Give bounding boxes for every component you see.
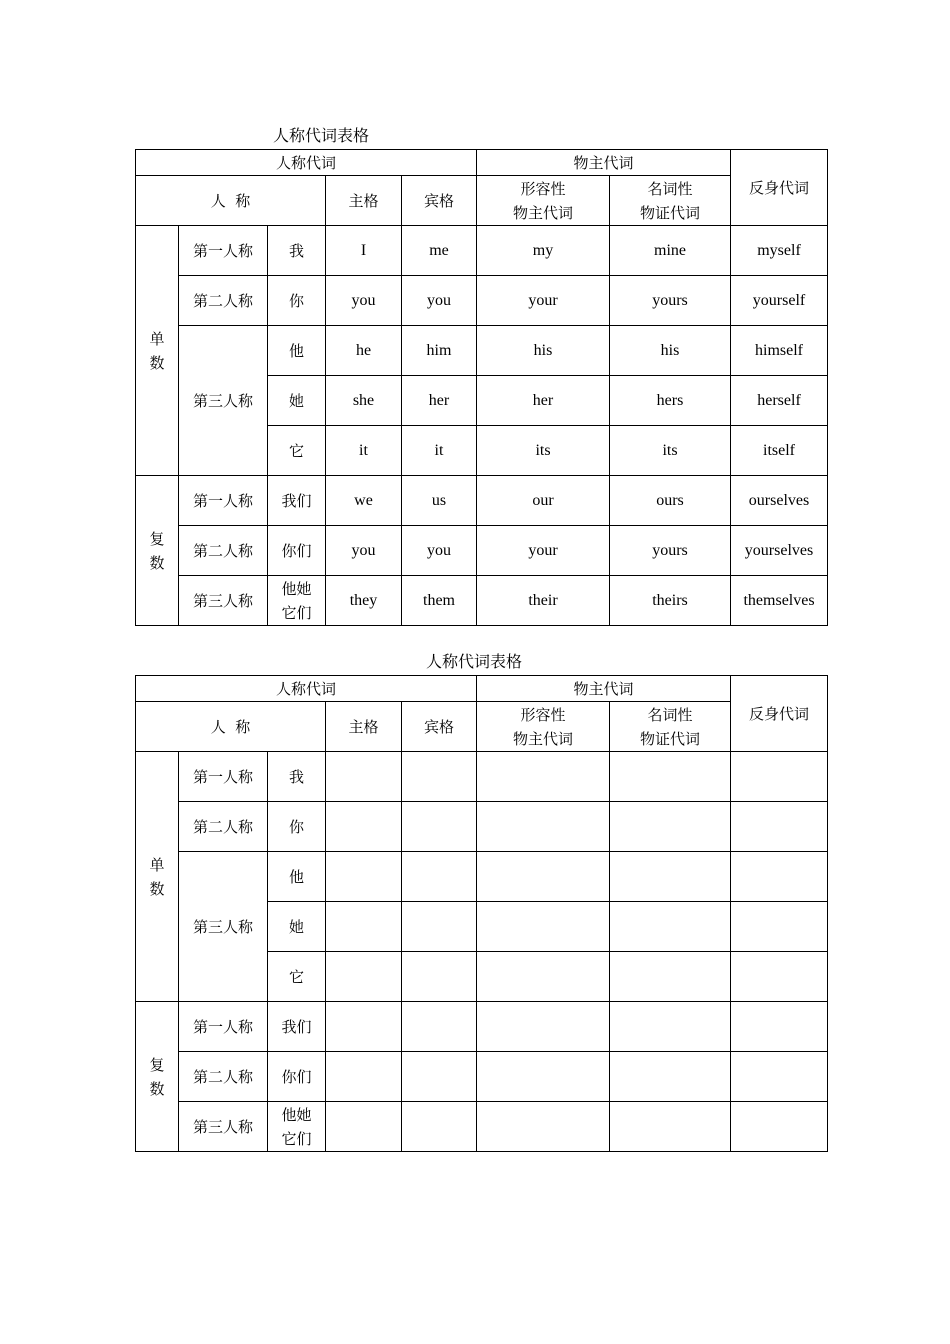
reflexive-cell — [731, 1002, 828, 1052]
person-cell: 第一人称 — [179, 226, 268, 276]
noun-possessive-cell — [610, 1052, 731, 1102]
pronoun-cell: 她 — [268, 902, 326, 952]
person-cell: 第二人称 — [179, 276, 268, 326]
adjective-possessive-cell — [477, 902, 610, 952]
pronoun-cell: 他她 它们 — [268, 1102, 326, 1152]
header-personal-pronoun: 人称代词 — [136, 676, 477, 702]
reflexive-cell — [731, 902, 828, 952]
header-possessive-pronoun: 物主代词 — [477, 150, 731, 176]
noun-possessive-cell — [610, 752, 731, 802]
object-cell — [402, 1052, 477, 1102]
table-row — [136, 276, 828, 326]
subject-cell — [326, 1002, 402, 1052]
subject-cell: you — [326, 276, 402, 326]
subject-cell — [326, 1052, 402, 1102]
reflexive-cell: myself — [731, 226, 828, 276]
reflexive-cell: ourselves — [731, 476, 828, 526]
pronoun-cell: 我们 — [268, 1002, 326, 1052]
header-reflexive: 反身代词 — [731, 676, 828, 752]
object-cell: me — [402, 226, 477, 276]
adjective-possessive-cell: their — [477, 576, 610, 626]
pronoun-cell: 他 — [268, 852, 326, 902]
noun-possessive-cell — [610, 952, 731, 1002]
table-2-title: 人称代词表格 — [426, 652, 523, 671]
table-row — [136, 476, 828, 526]
adjective-possessive-cell — [477, 1052, 610, 1102]
subject-cell — [326, 1102, 402, 1152]
header-person: 人 称 — [136, 702, 326, 752]
noun-possessive-cell — [610, 902, 731, 952]
object-cell — [402, 902, 477, 952]
pronoun-cell: 它 — [268, 426, 326, 476]
adjective-possessive-cell: her — [477, 376, 610, 426]
header-adjective-possessive: 形容性 物主代词 — [477, 702, 610, 752]
subject-cell — [326, 802, 402, 852]
subject-cell: I — [326, 226, 402, 276]
pronoun-cell: 她 — [268, 376, 326, 426]
header-subject-case: 主格 — [326, 176, 402, 226]
object-cell: him — [402, 326, 477, 376]
noun-possessive-cell: mine — [610, 226, 731, 276]
reflexive-cell: herself — [731, 376, 828, 426]
reflexive-cell — [731, 1052, 828, 1102]
subject-cell — [326, 852, 402, 902]
group-plural: 复 数 — [136, 1002, 179, 1152]
noun-possessive-cell — [610, 802, 731, 852]
object-cell — [402, 852, 477, 902]
header-adjective-possessive: 形容性 物主代词 — [477, 176, 610, 226]
person-cell: 第二人称 — [179, 1052, 268, 1102]
object-cell: you — [402, 526, 477, 576]
pronoun-cell: 你们 — [268, 1052, 326, 1102]
group-plural: 复 数 — [136, 476, 179, 626]
noun-possessive-cell — [610, 1102, 731, 1152]
reflexive-cell — [731, 952, 828, 1002]
adjective-possessive-cell: your — [477, 276, 610, 326]
pronoun-cell: 我 — [268, 752, 326, 802]
pronoun-cell: 你 — [268, 802, 326, 852]
adjective-possessive-cell — [477, 952, 610, 1002]
pronoun-cell: 我们 — [268, 476, 326, 526]
reflexive-cell: themselves — [731, 576, 828, 626]
reflexive-cell — [731, 802, 828, 852]
header-subject-case: 主格 — [326, 702, 402, 752]
adjective-possessive-cell — [477, 752, 610, 802]
subject-cell — [326, 902, 402, 952]
header-noun-possessive: 名词性 物证代词 — [610, 702, 731, 752]
object-cell — [402, 1002, 477, 1052]
object-cell — [402, 1102, 477, 1152]
header-object-case: 宾格 — [402, 702, 477, 752]
object-cell — [402, 802, 477, 852]
person-cell: 第三人称 — [179, 1102, 268, 1152]
person-cell: 第二人称 — [179, 526, 268, 576]
reflexive-cell — [731, 1102, 828, 1152]
person-cell: 第三人称 — [179, 576, 268, 626]
subject-cell — [326, 752, 402, 802]
noun-possessive-cell: ours — [610, 476, 731, 526]
subject-cell: you — [326, 526, 402, 576]
table-1-title: 人称代词表格 — [273, 126, 370, 145]
pronoun-table-2 — [135, 675, 828, 1152]
pronoun-cell: 他她 它们 — [268, 576, 326, 626]
header-person: 人 称 — [136, 176, 326, 226]
pronoun-cell: 你们 — [268, 526, 326, 576]
pronoun-cell: 他 — [268, 326, 326, 376]
subject-cell: they — [326, 576, 402, 626]
subject-cell: she — [326, 376, 402, 426]
noun-possessive-cell: yours — [610, 526, 731, 576]
reflexive-cell: himself — [731, 326, 828, 376]
subject-cell: we — [326, 476, 402, 526]
table-row — [136, 526, 828, 576]
person-cell: 第一人称 — [179, 1002, 268, 1052]
header-reflexive: 反身代词 — [731, 150, 828, 226]
object-cell — [402, 952, 477, 1002]
header-personal-pronoun: 人称代词 — [136, 150, 477, 176]
table-row — [136, 326, 828, 376]
adjective-possessive-cell: its — [477, 426, 610, 476]
table-row — [136, 852, 828, 902]
group-singular: 单 数 — [136, 226, 179, 476]
person-cell: 第一人称 — [179, 752, 268, 802]
reflexive-cell: yourself — [731, 276, 828, 326]
noun-possessive-cell: its — [610, 426, 731, 476]
table-row — [136, 802, 828, 852]
adjective-possessive-cell — [477, 802, 610, 852]
adjective-possessive-cell: your — [477, 526, 610, 576]
person-cell: 第三人称 — [179, 852, 268, 1002]
noun-possessive-cell: hers — [610, 376, 731, 426]
noun-possessive-cell: his — [610, 326, 731, 376]
header-possessive-pronoun: 物主代词 — [477, 676, 731, 702]
person-cell: 第二人称 — [179, 802, 268, 852]
pronoun-cell: 我 — [268, 226, 326, 276]
table-row — [136, 752, 828, 802]
table-row — [136, 1052, 828, 1102]
noun-possessive-cell — [610, 852, 731, 902]
object-cell: us — [402, 476, 477, 526]
adjective-possessive-cell — [477, 852, 610, 902]
object-cell: it — [402, 426, 477, 476]
reflexive-cell: itself — [731, 426, 828, 476]
noun-possessive-cell: theirs — [610, 576, 731, 626]
adjective-possessive-cell — [477, 1002, 610, 1052]
pronoun-cell: 它 — [268, 952, 326, 1002]
subject-cell — [326, 952, 402, 1002]
object-cell: them — [402, 576, 477, 626]
object-cell: her — [402, 376, 477, 426]
table-row — [136, 226, 828, 276]
noun-possessive-cell: yours — [610, 276, 731, 326]
subject-cell: he — [326, 326, 402, 376]
table-row — [136, 1002, 828, 1052]
subject-cell: it — [326, 426, 402, 476]
reflexive-cell — [731, 852, 828, 902]
person-cell: 第一人称 — [179, 476, 268, 526]
reflexive-cell — [731, 752, 828, 802]
reflexive-cell: yourselves — [731, 526, 828, 576]
pronoun-cell: 你 — [268, 276, 326, 326]
person-cell: 第三人称 — [179, 326, 268, 476]
table-row — [136, 1102, 828, 1152]
table-row — [136, 576, 828, 626]
object-cell — [402, 752, 477, 802]
adjective-possessive-cell: my — [477, 226, 610, 276]
object-cell: you — [402, 276, 477, 326]
noun-possessive-cell — [610, 1002, 731, 1052]
adjective-possessive-cell: his — [477, 326, 610, 376]
header-object-case: 宾格 — [402, 176, 477, 226]
group-singular: 单 数 — [136, 752, 179, 1002]
pronoun-table-1 — [135, 149, 828, 626]
header-noun-possessive: 名词性 物证代词 — [610, 176, 731, 226]
adjective-possessive-cell — [477, 1102, 610, 1152]
adjective-possessive-cell: our — [477, 476, 610, 526]
